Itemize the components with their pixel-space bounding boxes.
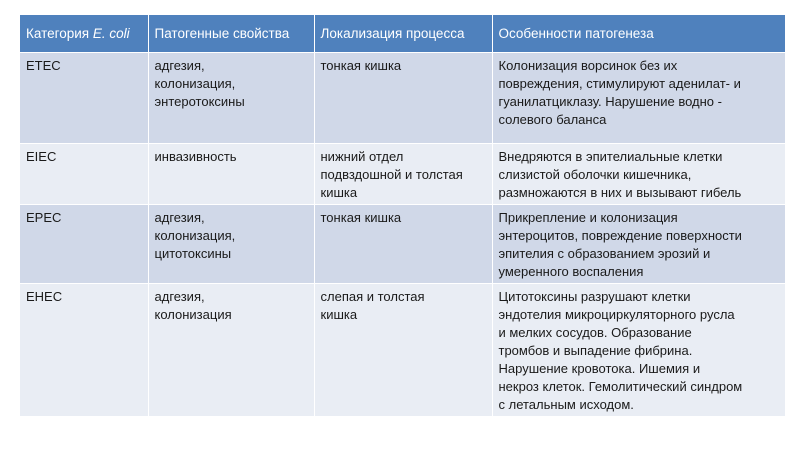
cell-localization: нижний отдел подвздошной и толстая кишка — [314, 144, 492, 205]
cell-category: EPEC — [20, 205, 148, 284]
ecoli-pathogenesis-table — [20, 15, 785, 416]
header-localization: Локализация процесса — [314, 15, 492, 53]
header-category-prefix: Категория — [26, 26, 93, 41]
cell-localization: тонкая кишка — [314, 53, 492, 144]
cell-pathogenic: адгезия, колонизация — [148, 284, 314, 417]
table-row — [20, 53, 785, 144]
header-pathogenic: Патогенные свойства — [148, 15, 314, 53]
cell-localization: тонкая кишка — [314, 205, 492, 284]
cell-features: Внедряются в эпителиальные клетки слизистой оболочки кишечника, размножаются в них и вызывают гибель — [492, 144, 785, 205]
cell-pathogenic: инвазивность — [148, 144, 314, 205]
header-category-species: E. coli — [92, 26, 130, 41]
cell-pathogenic: адгезия, колонизация, цитотоксины — [148, 205, 314, 284]
cell-localization: слепая и толстая кишка — [314, 284, 492, 417]
table-row — [20, 284, 785, 417]
cell-features: Прикрепление и колонизация энтероцитов, повреждение поверхности эпителия с образованием эрозий и умеренного воспаления — [492, 205, 785, 284]
table-row — [20, 205, 785, 284]
cell-pathogenic: адгезия, колонизация, энтеротоксины — [148, 53, 314, 144]
cell-category: EHEC — [20, 284, 148, 417]
cell-category: ETEC — [20, 53, 148, 144]
cell-features: Цитотоксины разрушают клетки эндотелия микроциркуляторного русла и мелких сосудов. Образование тромбов и выпадение фибрина. Нарушение кровотока. Ишемия и некроз клеток. Гемолитический синдром с летальным исходом. — [492, 284, 785, 417]
cell-category: EIEC — [20, 144, 148, 205]
header-category — [20, 15, 148, 53]
table-header-row — [20, 15, 785, 53]
cell-features: Колонизация ворсинок без их повреждения, стимулируют аденилат- и гуанилатциклазу. Нарушение водно - солевого баланса — [492, 53, 785, 144]
header-features: Особенности патогенеза — [492, 15, 785, 53]
table-row — [20, 144, 785, 205]
